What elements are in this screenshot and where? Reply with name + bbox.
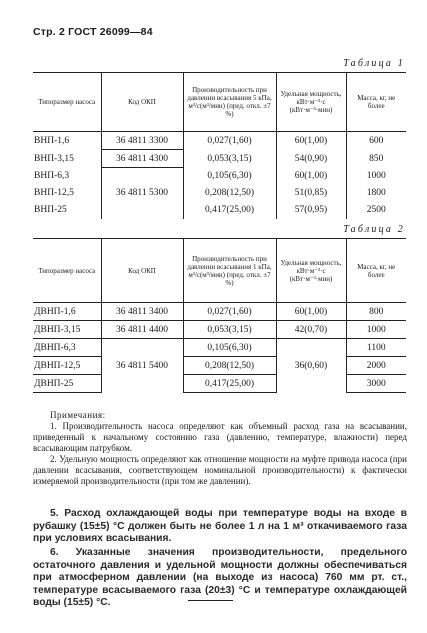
table2-header-capacity: Производительность при давлении всасывания 1 кПа, м³/с(м³/мин) (пред. откл. ±7 %): [183, 239, 276, 303]
table2-header-row: [33, 239, 406, 303]
cell-power: 54(0,90): [276, 150, 346, 168]
table-row: [33, 357, 406, 375]
table-row: [33, 132, 406, 150]
table2-header-power: Удельная мощность, кВт·м⁻³·с (кВт·м⁻³·мин): [276, 239, 346, 303]
cell-capacity: 0,053(3,15): [183, 150, 276, 168]
cell-mass: 1000: [346, 321, 406, 339]
cell-code: 36 4811 5300: [101, 168, 183, 219]
cell-code: 36 4811 4400: [101, 321, 183, 339]
table1-header-power: Удельная мощность, кВт·м⁻³·с (кВт·м⁻³·мин): [276, 73, 346, 132]
cell-type: ВНП-1,6: [34, 135, 70, 146]
table1-header-mass: Масса, кг, не более: [346, 73, 406, 132]
table-row: [33, 339, 406, 357]
table1-header-type: Типоразмер насоса: [33, 73, 101, 132]
table1-header-code: Код ОКП: [101, 73, 183, 132]
cell-type: ДВНП-1,6: [33, 303, 101, 321]
table-row: [33, 185, 406, 202]
cell-type: ДВНП-6,3: [33, 339, 101, 357]
cell-capacity: 0,208(12,50): [183, 185, 276, 202]
cell-mass: 1000: [346, 168, 406, 185]
cell-type: ВНП-3,15: [34, 153, 74, 164]
cell-power: 57(0,95): [276, 202, 346, 219]
table2-caption: Таблица 2: [343, 224, 405, 235]
table1-header-capacity: Производительность при давлении всасывания 5 кПа, м³/с(м³/мин) (пред. откл. ±7 %): [183, 73, 276, 132]
paragraph-6: 6. Указанные значения производительности, предельного остаточного давления и удельной мощности должны обеспечиваться при атмосферном давлении (на выходе из насоса) 760 мм рт. ст., температуре всасываемого газа (20±3) °С и температуре охлаждающей воды (15±5) °С.: [33, 547, 407, 608]
table-row: [33, 150, 406, 168]
table1-caption: Таблица 1: [343, 58, 405, 69]
notes-title: Примечания:: [50, 410, 106, 420]
cell-mass: 2000: [346, 357, 406, 375]
cell-capacity: 0,417(25,00): [183, 375, 276, 393]
table-row: [33, 168, 406, 185]
cell-power: 42(0,70): [276, 321, 346, 339]
cell-mass: 1100: [346, 339, 406, 357]
note-item: 1. Производительность насоса определяют как объемный расход газа на всасывании, приведенный к начальному состоянию газа (давлению, температуре, влажности) перед всасывающим патрубком.: [33, 421, 407, 453]
cell-type: ДВНП-12,5: [33, 357, 101, 375]
cell-mass: 600: [346, 132, 406, 150]
cell-capacity: 0,208(12,50): [183, 357, 276, 375]
table-row: [33, 321, 406, 339]
cell-code: 36 4811 3400: [101, 303, 183, 321]
table-row: [33, 202, 406, 219]
cell-power: 60(1,00): [276, 303, 346, 321]
cell-mass: 3000: [346, 375, 406, 393]
cell-code: 36 4811 3300: [101, 132, 183, 150]
page-header: Стр. 2 ГОСТ 26099—84: [33, 26, 153, 38]
table2-header-code: Код ОКП: [101, 239, 183, 303]
cell-capacity: 0,027(1,60): [183, 132, 276, 150]
cell-mass: 850: [346, 150, 406, 168]
cell-type: ВНП-25: [34, 205, 67, 215]
table2: [33, 238, 406, 393]
table1-header-row: [33, 73, 406, 132]
cell-code: 36 4811 5400: [101, 339, 183, 393]
note-item: 2. Удельную мощность определяют как отношение мощности на муфте привода насоса (при давлении всасывания, соответствующем номинальной производительности) к фактически измеряемой производительности (при том же давлении).: [33, 454, 407, 486]
cell-code: 36 4811 4300: [101, 150, 183, 168]
cell-power: 60(1,00): [276, 168, 346, 185]
paragraph-5: 5. Расход охлаждающей воды при температуре воды на входе в рубашку (15±5) °С должен быть не более 1 л на 1 м³ откачиваемого газа при условиях всасывания.: [33, 508, 407, 544]
cell-capacity: 0,417(25,00): [183, 202, 276, 219]
notes: [33, 410, 407, 487]
table-row: [33, 303, 406, 321]
cell-mass: 1800: [346, 185, 406, 202]
table-row: [33, 375, 406, 393]
cell-type: ВНП-6,3: [34, 171, 70, 181]
cell-capacity: 0,105(6,30): [183, 168, 276, 185]
cell-capacity: 0,105(6,30): [183, 339, 276, 357]
cell-type: ВНП-12,5: [34, 188, 74, 198]
cell-power: 36(0,60): [276, 339, 346, 393]
cell-power: 60(1,00): [276, 132, 346, 150]
cell-capacity: 0,053(3,15): [183, 321, 276, 339]
table2-header-type: Типоразмер насоса: [33, 239, 101, 303]
cell-mass: 2500: [346, 202, 406, 219]
footer-divider: [188, 600, 233, 601]
cell-type: ДВНП-25: [33, 375, 101, 393]
cell-power: 51(0,85): [276, 185, 346, 202]
table1: [33, 72, 406, 219]
cell-mass: 800: [346, 303, 406, 321]
table2-header-mass: Масса, кг, не более: [346, 239, 406, 303]
cell-capacity: 0,027(1,60): [183, 303, 276, 321]
cell-type: ДВНП-3,15: [33, 321, 101, 339]
